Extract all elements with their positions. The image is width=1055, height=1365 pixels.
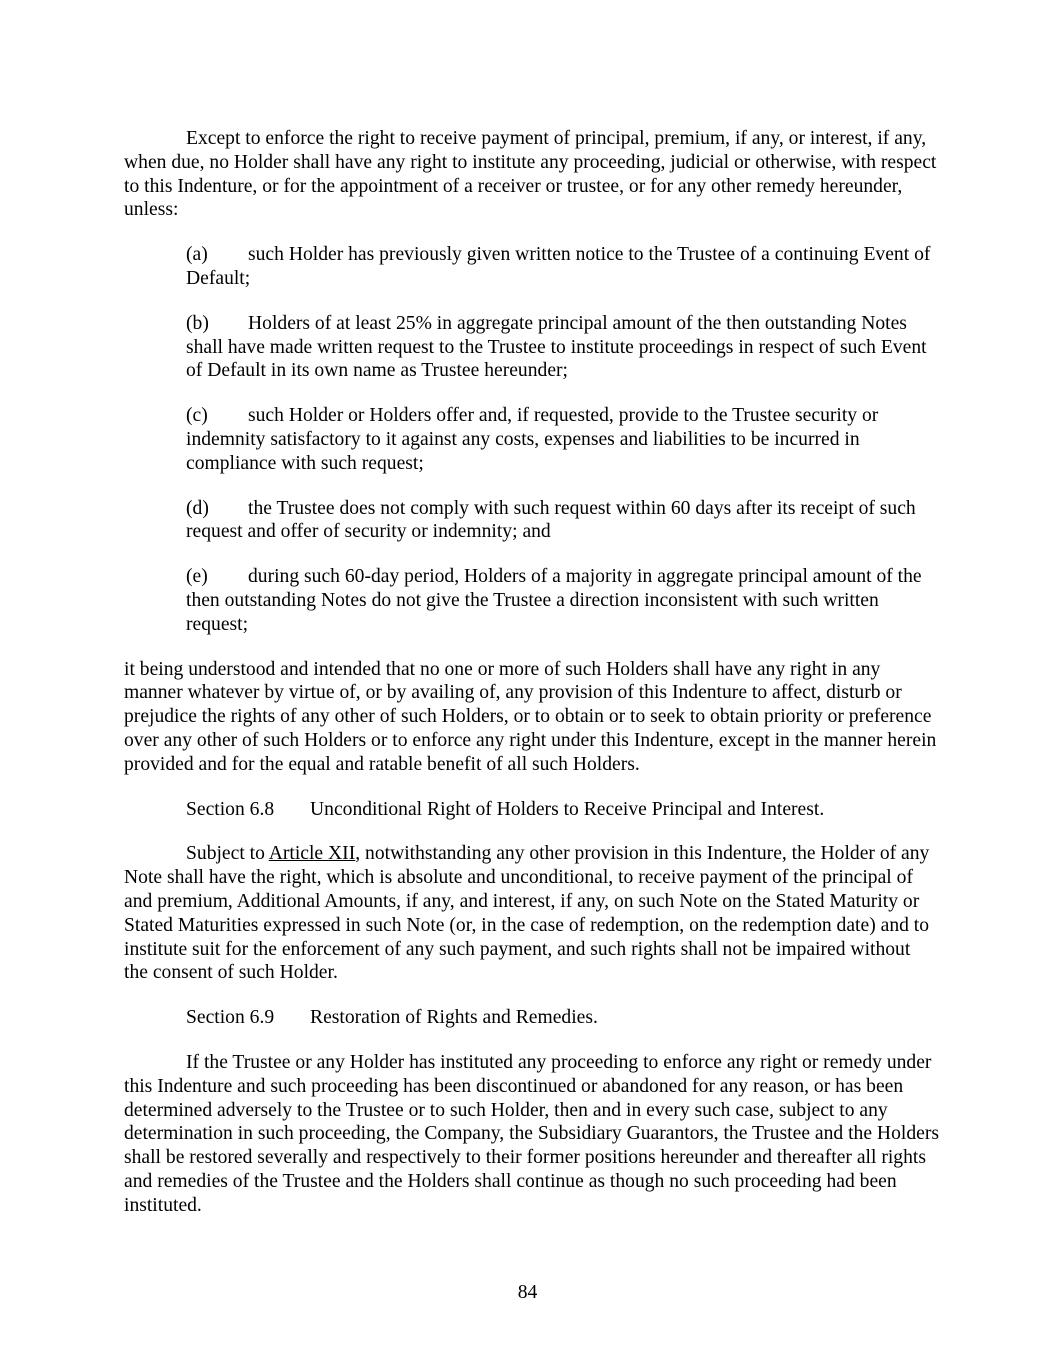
list-item-text: Holders of at least 25% in aggregate principal amount of the then outstanding Notes shall have made written request to the Trustee to institute proceedings in respect of such Event of Default in its own name as Trustee hereunder; [186, 312, 927, 382]
list-item-text: the Trustee does not comply with such request within 60 days after its receipt of such request and offer of security or indemnity; and [186, 497, 916, 543]
section-6-9-body: If the Trustee or any Holder has instituted any proceeding to enforce any right or remedy under this Indenture and such proceeding has been discontinued or abandoned for any reason, or has been determined adversely to the Trustee or to such Holder, then and in every such case, subject to any determination in such proceeding, the Company, the Subsidiary Guarantors, the Trustee and the Holders shall be restored severally and respectively to their former positions hereunder and thereafter all rights and remedies of the Trustee and the Holders shall continue as though no such proceeding had been instituted. [124, 1051, 939, 1216]
list-item-label: (e) [186, 566, 208, 588]
section-body-prefix: Subject to [186, 843, 269, 865]
conclusion-paragraph: it being understood and intended that no one or more of such Holders shall have any right in any manner whatever by virtue of, or by availing of, any provision of this Indenture to affect, disturb or prejudice the rights of any other of such Holders, or to obtain or to seek to obtain priority or preference over any other of such Holders or to enforce any right under this Indenture, except in the manner herein provided and for the equal and ratable benefit of all such Holders. [124, 658, 937, 775]
list-item-e [186, 565, 939, 636]
list-item-text: such Holder or Holders offer and, if requested, provide to the Trustee security or indemnity satisfactory to it against any costs, expenses and liabilities to be incurred in compliance with such request; [186, 405, 879, 474]
page-number: 84 [517, 1282, 538, 1303]
section-number: Section 6.9 [186, 1007, 275, 1029]
section-body-text: , notwithstanding any other provision in this Indenture, the Holder of any Note shall have the right, which is absolute and unconditional, to receive payment of the principal of and premium, Additional Amounts, if any, and interest, if any, on such Note on the Stated Maturity or Stated Maturities expressed in such Note (or, in the case of redemption, on the redemption date) and to institute suit for the enforcement of any such payment, and such rights shall not be impaired without the consent of such Holder. [124, 843, 930, 984]
document-page [124, 127, 939, 1217]
intro-paragraph: Except to enforce the right to receive payment of principal, premium, if any, or interest, if any, when due, no Holder shall have any right to institute any proceeding, judicial or otherwise, with respect to this Indenture, or for the appointment of a receiver or trustee, or for any other remedy hereunder, unless: [124, 128, 937, 221]
list-item-b [186, 312, 939, 383]
list-item-a [186, 243, 939, 291]
list-item-label: (b) [186, 312, 209, 334]
list-item-c [186, 404, 939, 475]
list-item-text: such Holder has previously given written notice to the Trustee of a continuing Event of Default; [186, 244, 931, 289]
list-item-d [186, 497, 939, 545]
list-item-label: (c) [186, 405, 208, 427]
section-number: Section 6.8 [186, 798, 275, 820]
section-6-8-body [124, 842, 939, 985]
article-xii-reference: Article XII [268, 843, 356, 865]
list-item-label: (a) [186, 244, 208, 266]
section-6-9-heading [186, 1006, 939, 1030]
section-title: Unconditional Right of Holders to Receive Principal and Interest. [310, 798, 825, 820]
section-title: Restoration of Rights and Remedies. [310, 1007, 598, 1029]
list-item-text: during such 60-day period, Holders of a majority in aggregate principal amount of the then outstanding Notes do not give the Trustee a direction inconsistent with such written request; [186, 566, 922, 635]
list-item-label: (d) [186, 497, 209, 519]
section-6-8-heading [186, 798, 939, 822]
